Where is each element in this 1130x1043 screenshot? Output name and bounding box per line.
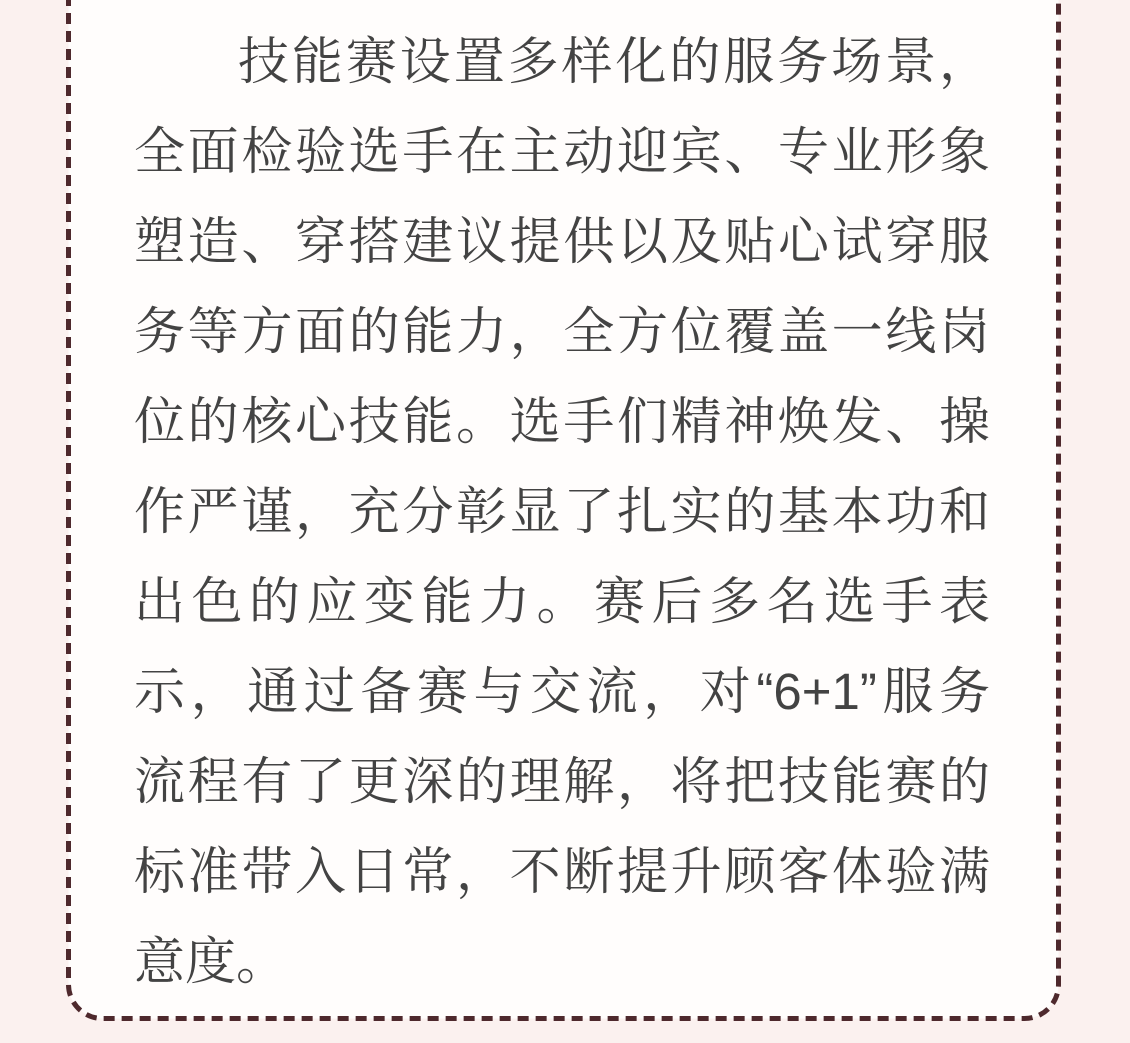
text-line: 作严谨，充分彰显了扎实的基本功和 bbox=[134, 483, 990, 540]
text-line: 示，通过备赛与交流，对“6+1”服务 bbox=[134, 663, 990, 720]
text-line: 塑造、穿搭建议提供以及贴心试穿服 bbox=[134, 213, 990, 270]
text-line: 标准带入日常，不断提升顾客体验满 bbox=[134, 843, 990, 900]
text-line: 出色的应变能力。赛后多名选手表 bbox=[134, 573, 990, 630]
text-line: 务等方面的能力，全方位覆盖一线岗 bbox=[134, 303, 990, 360]
article-paragraph bbox=[134, 17, 990, 1007]
text-line: 全面检验选手在主动迎宾、专业形象 bbox=[134, 123, 990, 180]
text-line: 意度。 bbox=[134, 933, 288, 990]
text-line: 流程有了更深的理解，将把技能赛的 bbox=[134, 753, 990, 810]
text-line: 位的核心技能。选手们精神焕发、操 bbox=[134, 393, 990, 450]
text-line: 技能赛设置多样化的服务场景， bbox=[238, 33, 990, 90]
